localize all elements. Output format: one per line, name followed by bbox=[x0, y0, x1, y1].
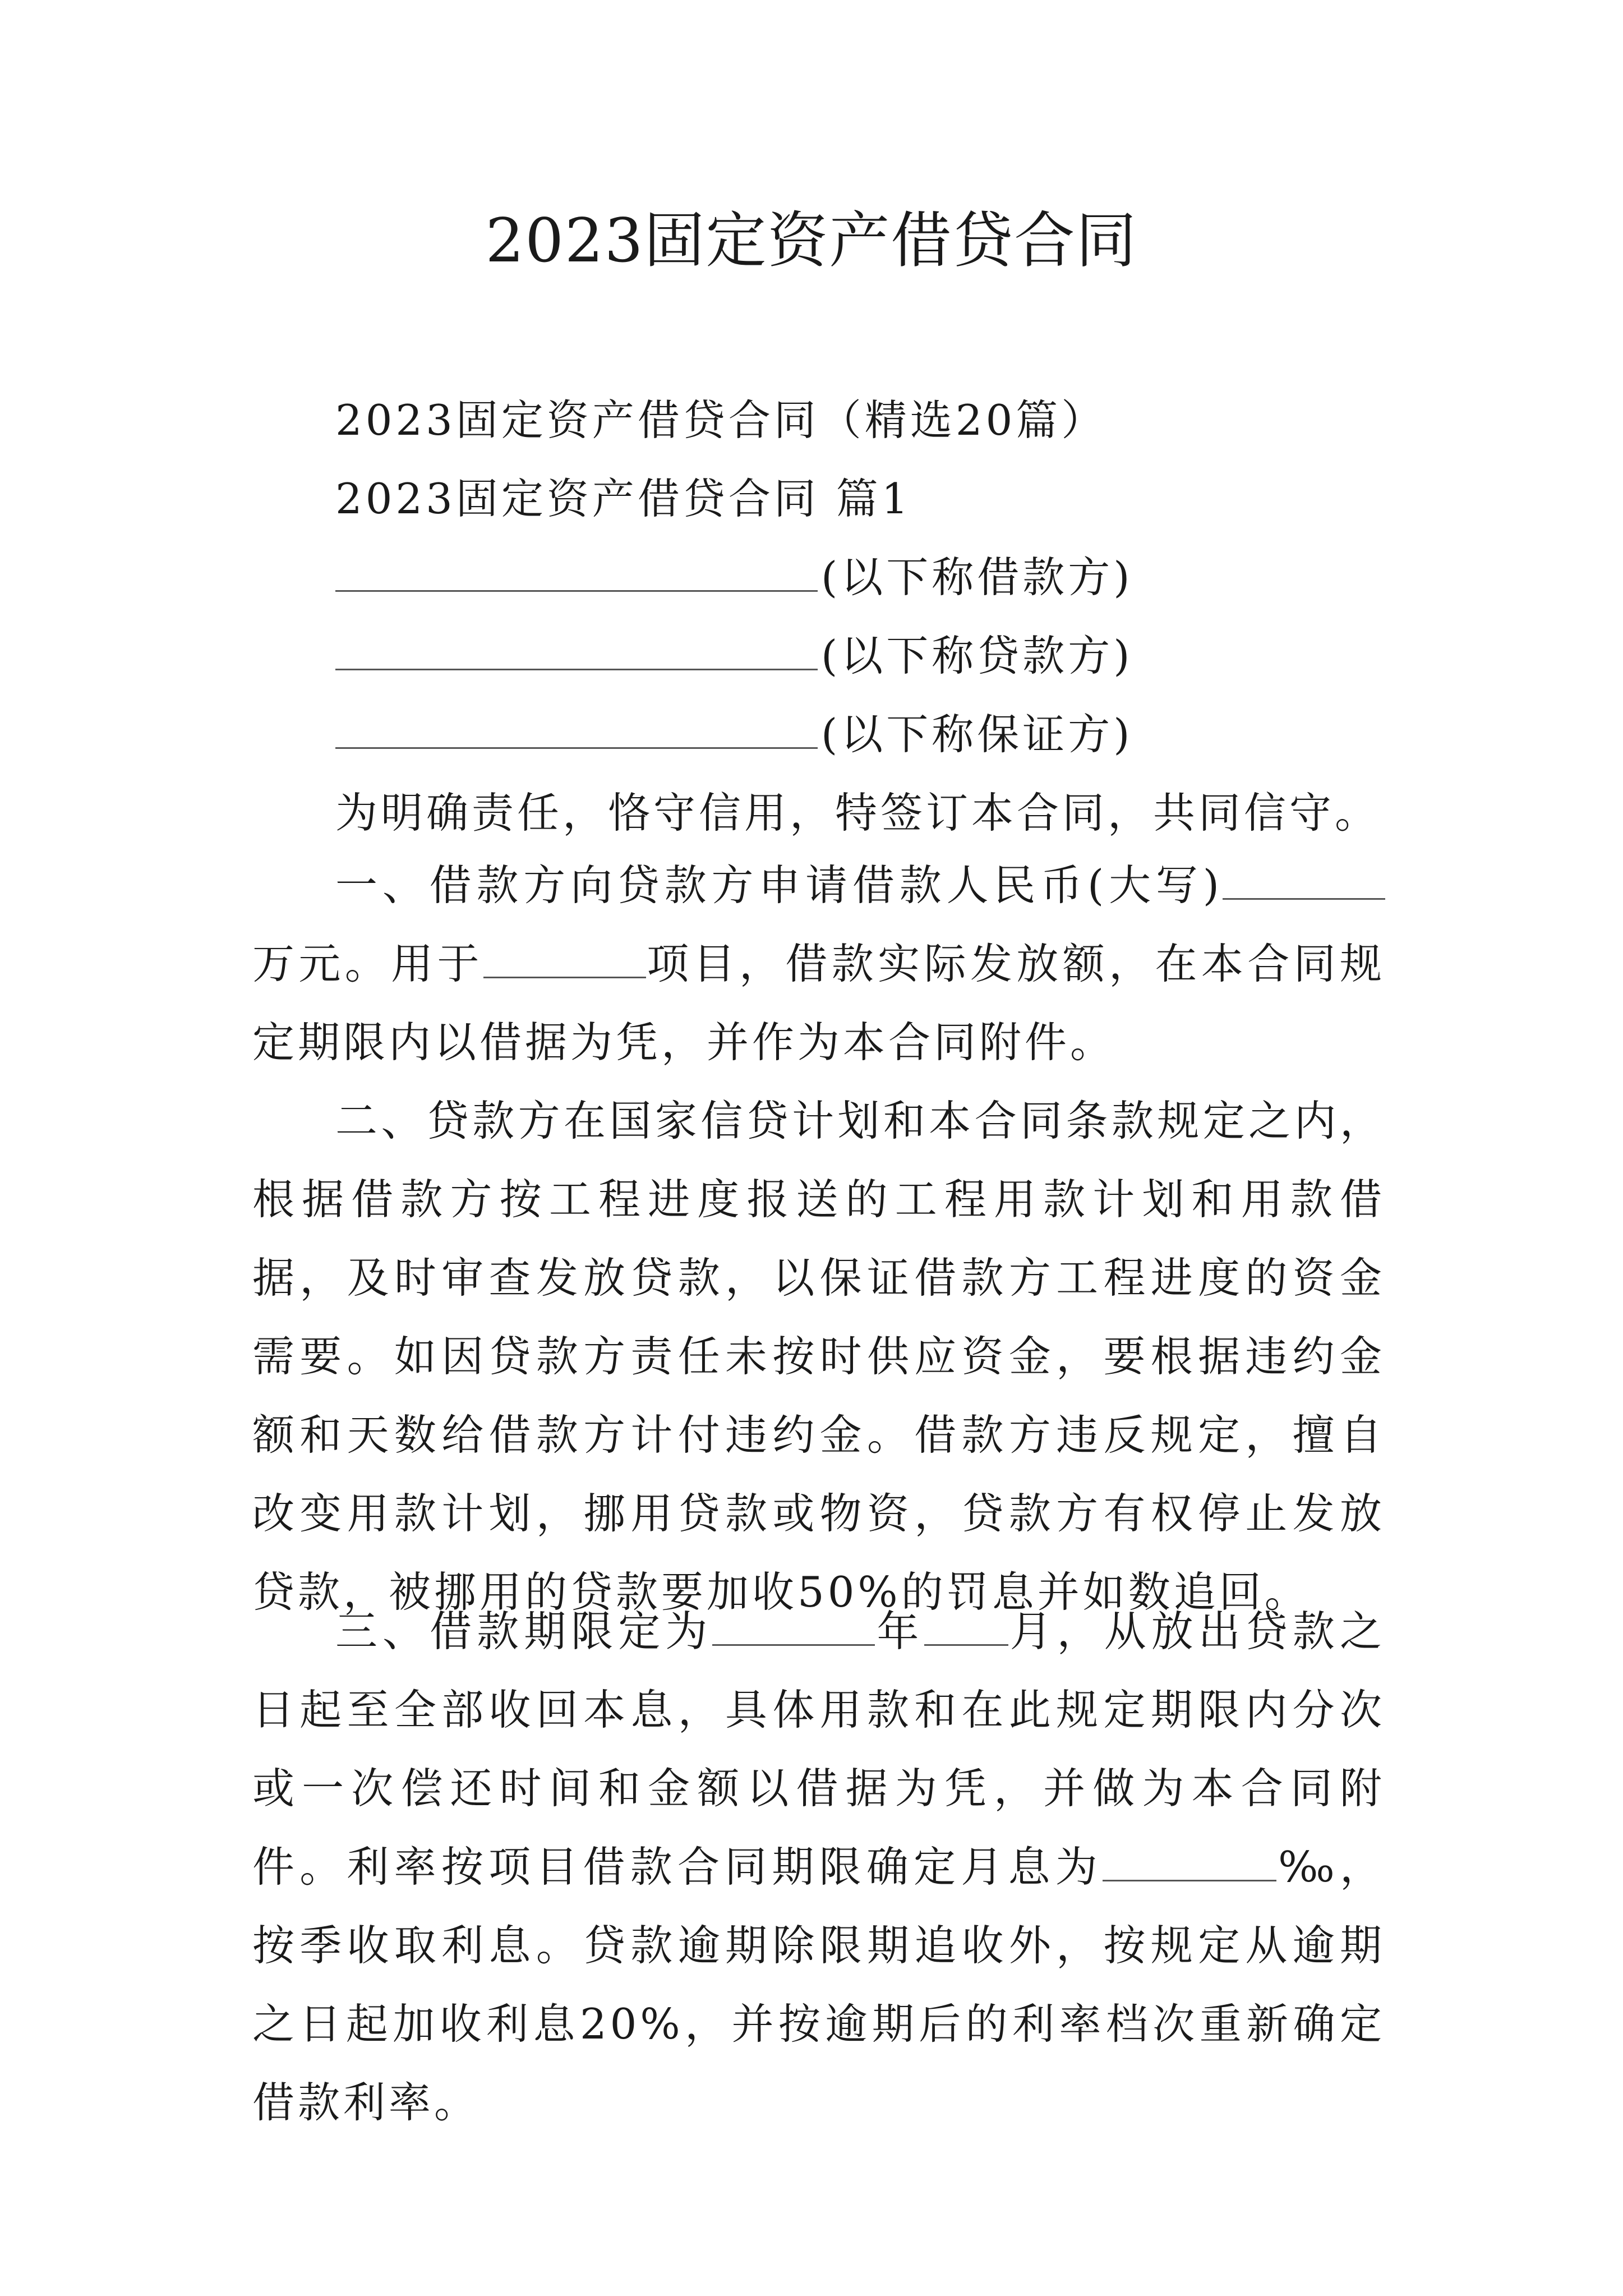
party-lender bbox=[335, 623, 1133, 683]
blank-field bbox=[1223, 863, 1385, 900]
party-guarantor bbox=[335, 701, 1133, 761]
preamble: 为明确责任，恪守信用，特签订本合同，共同信守。 bbox=[335, 788, 1381, 838]
clause-2: 二、贷款方在国家信贷计划和本合同条款规定之内，根据借款方按工程进度报送的工程用款计划和用款借据，及时审查发放贷款，以保证借款方工程进度的资金需要。如因贷款方责任未按时供应资金，要根据违约金额和天数给借款方计付违约金。借款方违反规定，擅自改变用款计划，挪用贷款或物资，贷款方有权停止发放贷款，被挪用的贷款要加收50%的罚息并如数追回。 bbox=[252, 1096, 1385, 1617]
blank-field bbox=[712, 1609, 875, 1646]
party-suffix: (以下称贷款方) bbox=[821, 631, 1133, 680]
party-borrower bbox=[335, 544, 1133, 604]
blank-field bbox=[335, 634, 818, 670]
clause-1: 一、借款方向贷款方申请借款人民币(大写)万元。用于 项目，借款实际发放额，在本合同规定期限内以借据为凭，并作为本合同附件。 bbox=[252, 861, 1385, 1067]
subtitle: 2023固定资产借贷合同（精选20篇） bbox=[335, 395, 1107, 445]
party-suffix: (以下称借款方) bbox=[821, 553, 1133, 602]
section-heading: 2023固定资产借贷合同 篇1 bbox=[335, 474, 912, 523]
blank-field bbox=[1103, 1845, 1276, 1881]
blank-field bbox=[483, 942, 646, 978]
party-suffix: (以下称保证方) bbox=[821, 710, 1133, 759]
clause-3: 三、借款期限定为 年 月，从放出贷款之日起至全部收回本息，具体用款和在此规定期限内分次或一次偿还时间和金额以借据为凭，并做为本合同附件。利率按项目借款合同期限确定月息为 ‰，按季收取利息。贷款逾期除限期追收外，按规定从逾期之日起加收利息20%，并按逾期后的利率档次重新确定借款利率。 bbox=[252, 1607, 1385, 2127]
blank-field bbox=[335, 712, 818, 749]
blank-field bbox=[924, 1609, 1008, 1646]
blank-field bbox=[335, 555, 818, 592]
document-title: 2023固定资产借贷合同 bbox=[485, 206, 1138, 276]
